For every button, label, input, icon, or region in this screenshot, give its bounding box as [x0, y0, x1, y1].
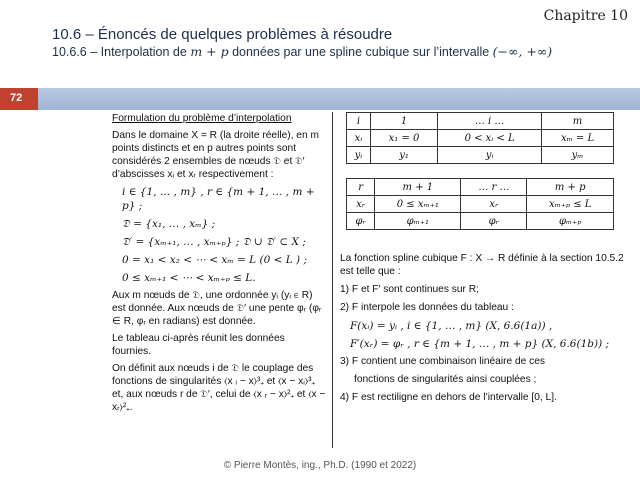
chapter-label: Chapitre 10 [543, 8, 628, 24]
table-cell: yᵢ [347, 147, 371, 164]
table-cell: m + 1 [375, 179, 461, 196]
table-cell: … i … [438, 113, 542, 130]
table-cell: xᵣ [347, 196, 375, 213]
table-cell: φᵣ [347, 213, 375, 230]
problem-heading: Formulation du problème d’interpolation [112, 113, 292, 124]
subtitle-part-b: données par une spline cubique sur l’intervalle [228, 45, 493, 59]
equation-3: 𝔇′ = {xₘ₊₁, … , xₘ₊ₚ} ; 𝔇 ∪ 𝔇′ ⊂ X ; [122, 236, 306, 248]
table-cell: xᵣ [461, 196, 527, 213]
subtitle-interval: (−∞, +∞) [492, 44, 553, 59]
table-cell: yₘ [542, 147, 614, 164]
condition-1: 1) F et F′ sont continues sur R; [340, 284, 479, 295]
condition-4: 4) F est rectiligne en dehors de l’intervalle [0, L]. [340, 392, 557, 403]
equation-4: 0 = x₁ < x₂ < ⋯ < xₘ = L (0 < L ) ; [122, 254, 308, 266]
table-cell: y₁ [370, 147, 437, 164]
table-cell: xᵢ [347, 130, 371, 147]
table-cell: 1 [370, 113, 437, 130]
left-paragraph-1: Dans le domaine X = R (la droite réelle), en m points distincts et en p autres points sont considérés 2 ensembles de nœuds 𝔇 et 𝔇′ d’abscisses xᵢ et xᵣ respectivement : [112, 130, 319, 180]
subtitle-math-m: m + p [190, 44, 229, 59]
table-cell: φₘ₊₁ [375, 213, 461, 230]
equation-1: i ∈ {1, … , m} , r ∈ {m + 1, … , m + p} ; [122, 186, 315, 212]
table-cell: yᵢ [438, 147, 542, 164]
table-cell: r [347, 179, 375, 196]
page-number: 72 [10, 92, 23, 104]
subsection-title [52, 44, 552, 59]
data-table-2 [346, 178, 614, 230]
table-cell: xₘ₊ₚ ≤ L [527, 196, 614, 213]
left-paragraph-3: Le tableau ci-après réunit les données fournies. [112, 333, 285, 357]
interp-equation-2: F′(xᵣ) = φᵣ , r ∈ {m + 1, … , m + p} (X, 6.6(1b)) ; [350, 338, 610, 350]
table-cell: m + p [527, 179, 614, 196]
column-divider [332, 112, 333, 448]
table-row [347, 130, 614, 147]
table-cell: 0 < xᵢ < L [438, 130, 542, 147]
interp-equation-1: F(xᵢ) = yᵢ , i ∈ {1, … , m} (X, 6.6(1a)) , [350, 320, 553, 332]
condition-3b: fonctions de singularités ainsi couplées ; [354, 374, 537, 385]
table-row [347, 213, 614, 230]
subtitle-part-a: 10.6.6 – Interpolation de [52, 45, 191, 59]
table-cell: 0 ≤ xₘ₊₁ [375, 196, 461, 213]
left-column [112, 112, 326, 418]
equation-5: 0 ≤ xₘ₊₁ < ⋯ < xₘ₊ₚ ≤ L. [122, 272, 256, 284]
left-paragraph-4: On définit aux nœuds i de 𝔇 le couplage des fonctions de singularités ⟨x ᵢ − x⟩³₊ et ⟨x − xᵢ⟩³₊ et, aux nœuds r de 𝔇′, celui de ⟨x ᵣ − x⟩²₊ et ⟨x − xᵣ⟩²₊. [112, 363, 326, 413]
condition-2: 2) F interpole les données du tableau : [340, 302, 514, 313]
spline-intro: La fonction spline cubique F : X → R définie à la section 10.5.2 est telle que : [340, 253, 624, 277]
table-cell: … r … [461, 179, 527, 196]
condition-3a: 3) F contient une combinaison linéaire de ces [340, 356, 545, 367]
equation-2: 𝔇 = {x₁, … , xₘ} ; [122, 218, 216, 230]
table-cell: m [542, 113, 614, 130]
table-row [347, 179, 614, 196]
data-table-1 [346, 112, 614, 164]
table-cell: xₘ = L [542, 130, 614, 147]
table-cell: φᵣ [461, 213, 527, 230]
table-cell: i [347, 113, 371, 130]
header-band [0, 88, 640, 110]
table-row [347, 147, 614, 164]
table-row [347, 196, 614, 213]
right-column [340, 252, 630, 409]
band-blue [0, 88, 640, 110]
table-cell: φₘ₊ₚ [527, 213, 614, 230]
section-title: 10.6 – Énoncés de quelques problèmes à résoudre [52, 26, 393, 43]
copyright-footer: © Pierre Montès, ing., Ph.D. (1990 et 2022) [223, 460, 417, 471]
table-cell: x₁ = 0 [370, 130, 437, 147]
table-row [347, 113, 614, 130]
left-paragraph-2: Aux m nœuds de 𝔇, une ordonnée yᵢ (yᵢ ∈ R) est donnée. Aux nœuds de 𝔇′ une pente φᵣ (φᵣ ∈ R, φᵣ en radians) est donnée. [112, 290, 322, 327]
